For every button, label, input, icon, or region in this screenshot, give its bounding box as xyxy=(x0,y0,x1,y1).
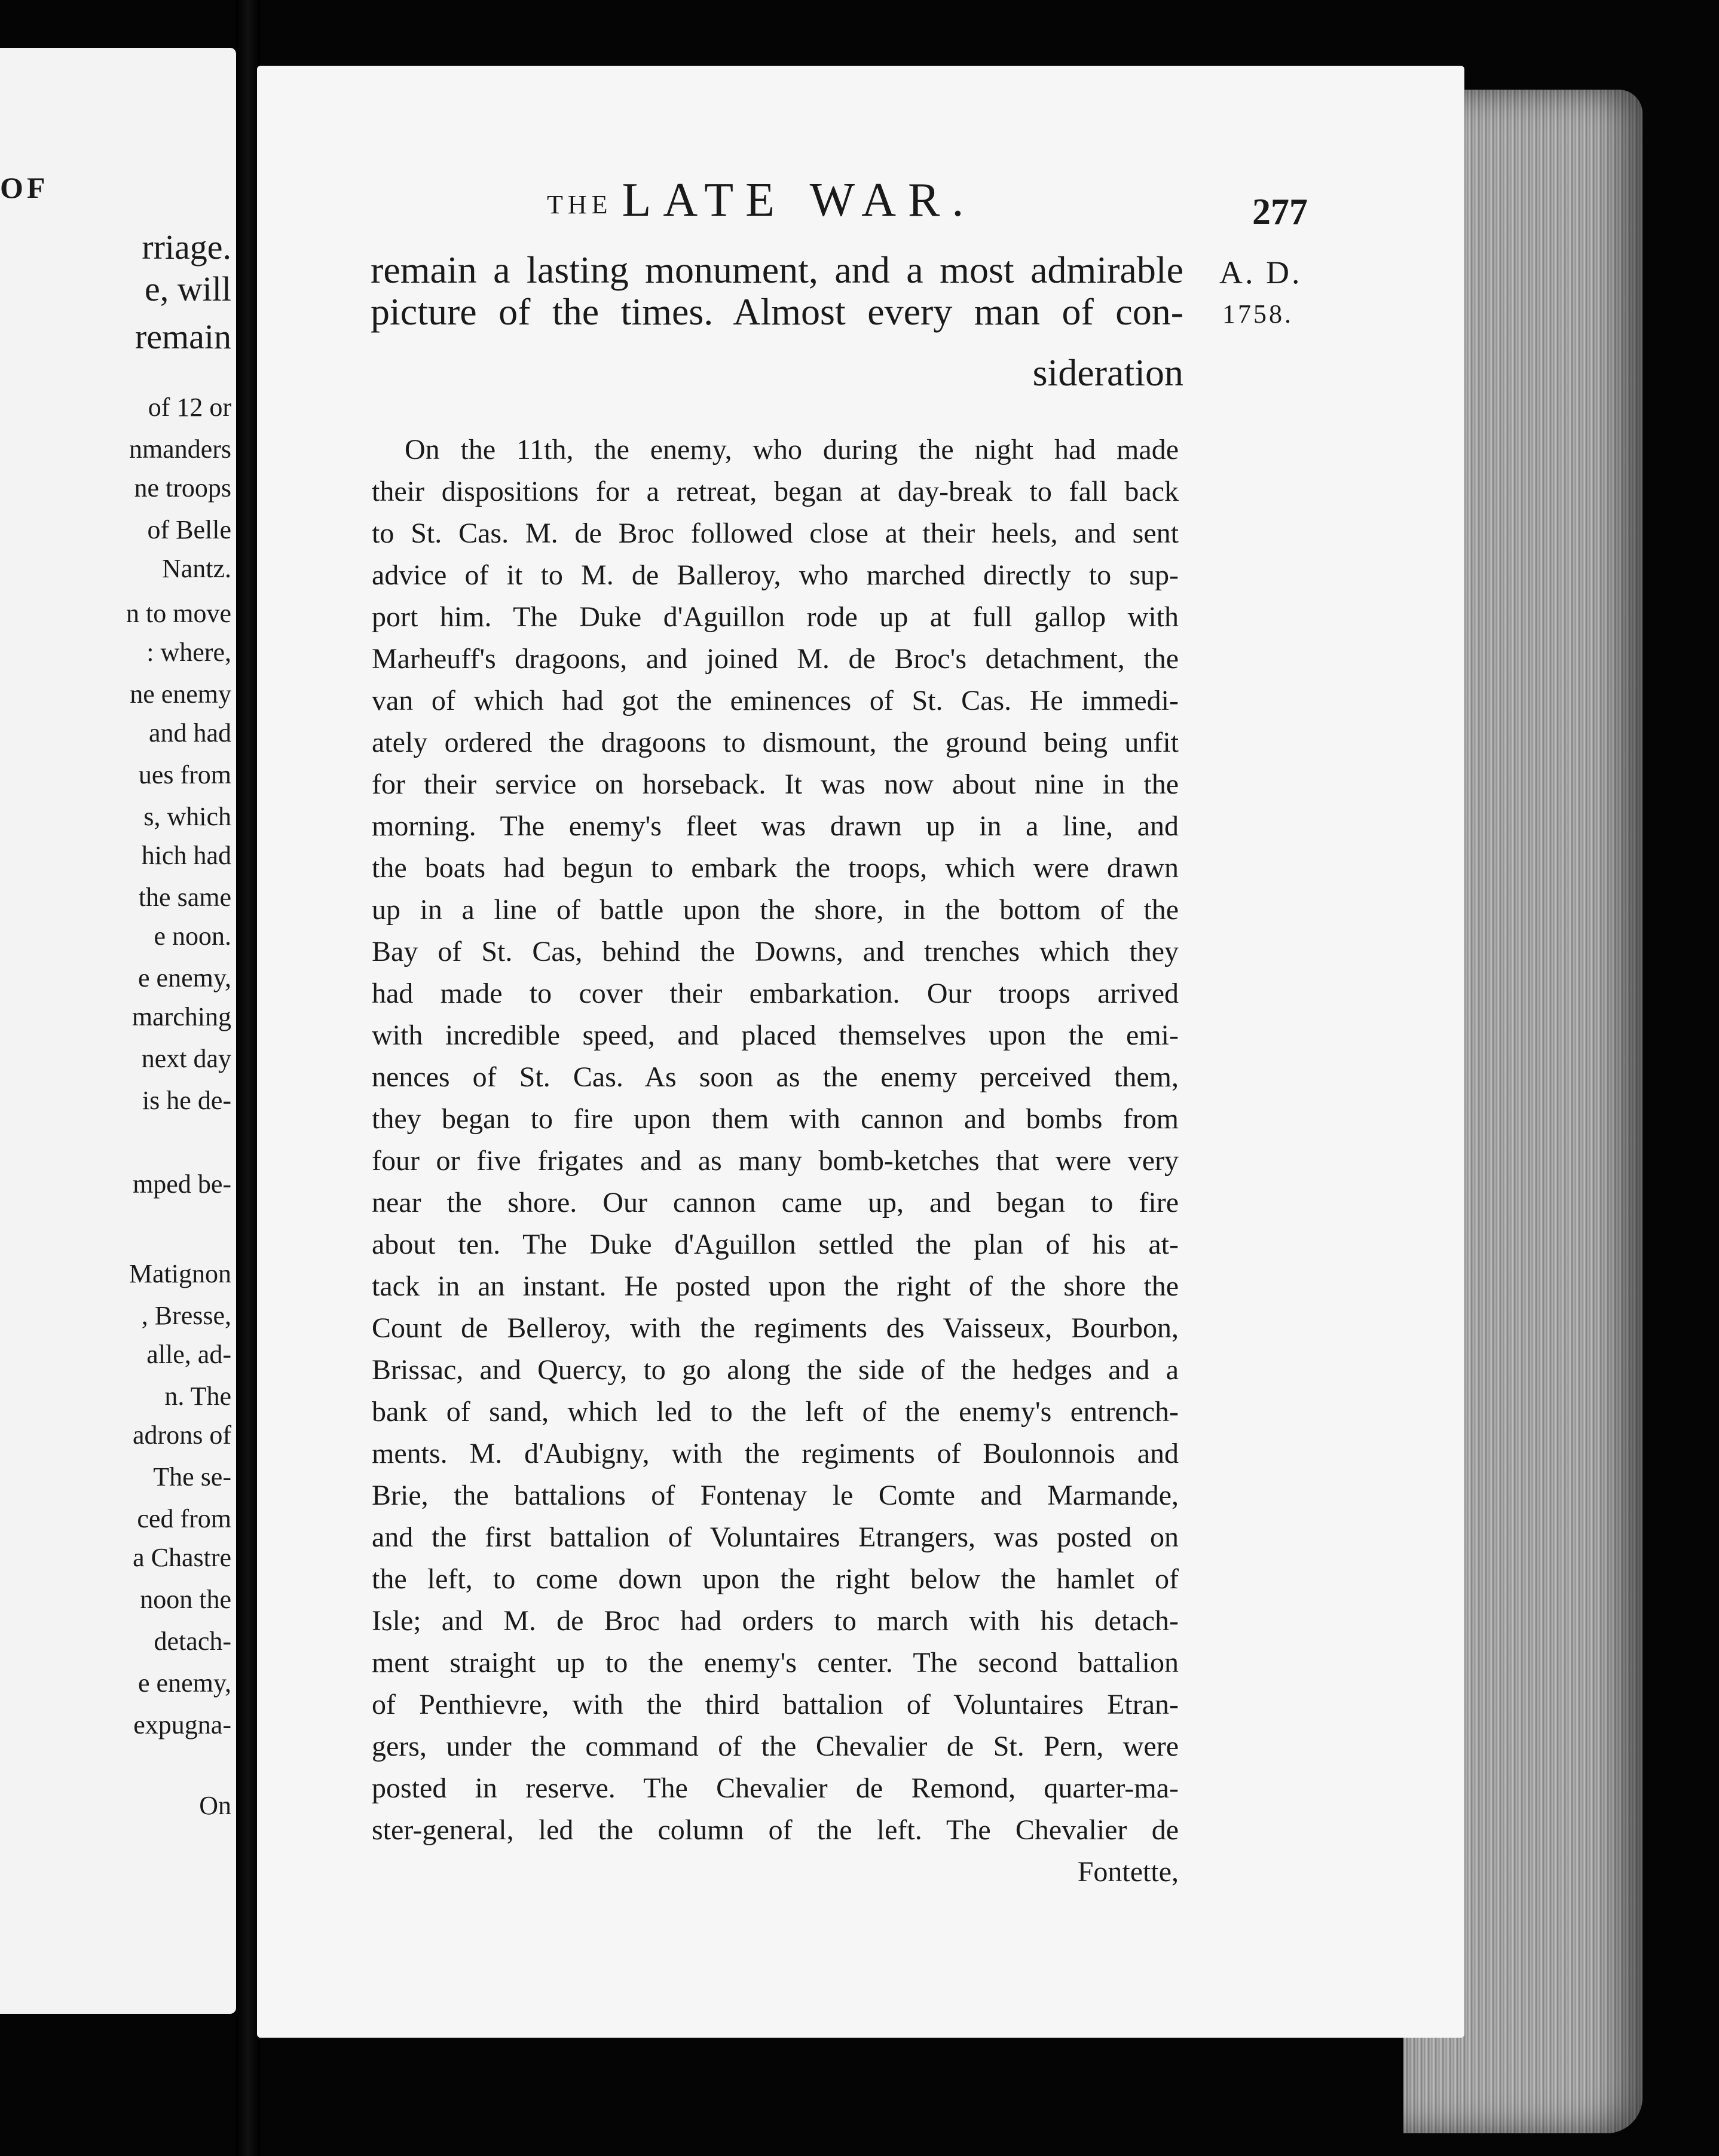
left-page-line: , Bresse, xyxy=(141,1301,231,1330)
left-page-line: n to move xyxy=(126,599,231,628)
page-number: 277 xyxy=(1252,192,1308,232)
body-line: On the 11th, the enemy, who during the night had made xyxy=(405,434,1179,466)
left-page-line: noon the xyxy=(140,1585,231,1614)
left-page-line: remain xyxy=(134,317,231,356)
body-line: Brie, the battalions of Fontenay le Comte and Marmande, xyxy=(372,1480,1179,1511)
catchword: Fontette, xyxy=(1077,1856,1179,1888)
body-line: and the first battalion of Voluntaires Etrangers, was posted on xyxy=(372,1521,1179,1553)
body-line: ments. M. d'Aubigny, with the regiments of Boulonnois and xyxy=(372,1438,1179,1469)
left-page-line: Matignon xyxy=(129,1259,231,1288)
body-line: the left, to come down upon the right below the hamlet of xyxy=(372,1563,1179,1595)
body-text xyxy=(372,429,1179,1893)
body-line: Count de Belleroy, with the regiments des Vaisseux, Bourbon, xyxy=(372,1312,1179,1344)
body-line: port him. The Duke d'Aguillon rode up at full gallop with xyxy=(372,601,1179,633)
body-line: tack in an instant. He posted upon the right of the shore the xyxy=(372,1270,1179,1302)
left-page-line: The se- xyxy=(153,1462,231,1492)
body-line: about ten. The Duke d'Aguillon settled the plan of his at- xyxy=(372,1229,1179,1260)
left-page-line: expugna- xyxy=(133,1710,231,1740)
left-page-line: e, will xyxy=(145,270,231,308)
body-line: they began to fire upon them with cannon and bombs from xyxy=(372,1103,1179,1135)
left-page-line: mped be- xyxy=(133,1169,231,1199)
body-line: ately ordered the dragoons to dismount, the ground being unfit xyxy=(372,727,1179,758)
body-line: Marheuff's dragoons, and joined M. de Broc's detachment, the xyxy=(372,643,1179,675)
left-page-line: ne troops xyxy=(134,473,231,503)
left-page-line: next day xyxy=(141,1044,231,1073)
top-line-2: picture of the times. Almost every man of con- xyxy=(371,290,1183,333)
running-head-title: LATE WAR. xyxy=(622,174,976,226)
body-line: of Penthievre, with the third battalion of Voluntaires Etran- xyxy=(372,1689,1179,1720)
left-page-line: : where, xyxy=(146,638,231,667)
body-line: ster-general, led the column of the left. The Chevalier de xyxy=(372,1814,1179,1846)
left-page-line: ne enemy xyxy=(130,679,231,709)
left-page-line: On xyxy=(199,1791,231,1820)
left-page-line: of Belle xyxy=(147,515,231,544)
left-page-line: hich had xyxy=(141,841,231,870)
body-line: advice of it to M. de Balleroy, who marched directly to sup- xyxy=(372,559,1179,591)
body-line: van of which had got the eminences of St. Cas. He immedi- xyxy=(372,685,1179,716)
body-line: bank of sand, which led to the left of the enemy's entrench- xyxy=(372,1396,1179,1428)
body-line: to St. Cas. M. de Broc followed close at their heels, and sent xyxy=(372,517,1179,549)
left-page-line: Nantz. xyxy=(161,554,231,583)
body-line: nences of St. Cas. As soon as the enemy perceived them, xyxy=(372,1061,1179,1093)
body-line: their dispositions for a retreat, began at day-break to fall back xyxy=(372,476,1179,507)
body-line: Bay of St. Cas, behind the Downs, and trenches which they xyxy=(372,936,1179,967)
left-page-line: s, which xyxy=(143,802,231,831)
left-page-line: alle, ad- xyxy=(146,1340,231,1369)
left-page-line: of 12 or xyxy=(148,393,231,422)
left-page-line: e enemy, xyxy=(138,963,231,993)
body-line: morning. The enemy's fleet was drawn up in a line, and xyxy=(372,810,1179,842)
left-page-line: rriage. xyxy=(142,228,231,267)
body-line: up in a line of battle upon the shore, in the bottom of the xyxy=(372,894,1179,926)
body-line: near the shore. Our cannon came up, and began to fire xyxy=(372,1187,1179,1218)
body-line: Isle; and M. de Broc had orders to march with his detach- xyxy=(372,1605,1179,1637)
left-page-line: marching xyxy=(131,1002,231,1031)
body-line: the boats had begun to embark the troops, which were drawn xyxy=(372,852,1179,884)
body-line: posted in reserve. The Chevalier de Remond, quarter-ma- xyxy=(372,1772,1179,1804)
running-head-article: THE xyxy=(547,190,613,220)
body-line: had made to cover their embarkation. Our troops arrived xyxy=(372,978,1179,1009)
left-page-line: adrons of xyxy=(133,1420,231,1450)
body-line: Brissac, and Quercy, to go along the side of the hedges and a xyxy=(372,1354,1179,1386)
top-line-1: remain a lasting monument, and a most admirable xyxy=(371,249,1183,291)
body-line: with incredible speed, and placed themselves upon the emi- xyxy=(372,1019,1179,1051)
left-page-heading: OF xyxy=(0,171,49,204)
running-head xyxy=(547,173,1025,228)
left-facing-page xyxy=(0,48,236,2014)
left-page-line: e enemy, xyxy=(138,1668,231,1698)
top-line-3: sideration xyxy=(1032,351,1183,394)
left-page-line: nmanders xyxy=(129,434,231,464)
left-page-line: and had xyxy=(148,718,231,748)
left-page-line: e noon. xyxy=(154,921,231,951)
margin-note-year: 1758. xyxy=(1222,299,1293,329)
left-page-line: is he de- xyxy=(142,1086,231,1115)
body-line: four or five frigates and as many bomb-ketches that were very xyxy=(372,1145,1179,1177)
body-line: for their service on horseback. It was now about nine in the xyxy=(372,768,1179,800)
left-page-line: ues from xyxy=(138,760,231,789)
book-gutter xyxy=(236,0,260,2156)
left-page-line: the same xyxy=(138,883,231,912)
body-line: ment straight up to the enemy's center. The second battalion xyxy=(372,1647,1179,1679)
left-page-line: ced from xyxy=(137,1504,231,1533)
body-line: gers, under the command of the Chevalier de St. Pern, were xyxy=(372,1731,1179,1762)
margin-note-ad: A. D. xyxy=(1219,255,1302,290)
left-page-line: detach- xyxy=(154,1627,231,1656)
left-page-line: n. The xyxy=(164,1382,231,1411)
left-page-line: a Chastre xyxy=(133,1543,231,1572)
